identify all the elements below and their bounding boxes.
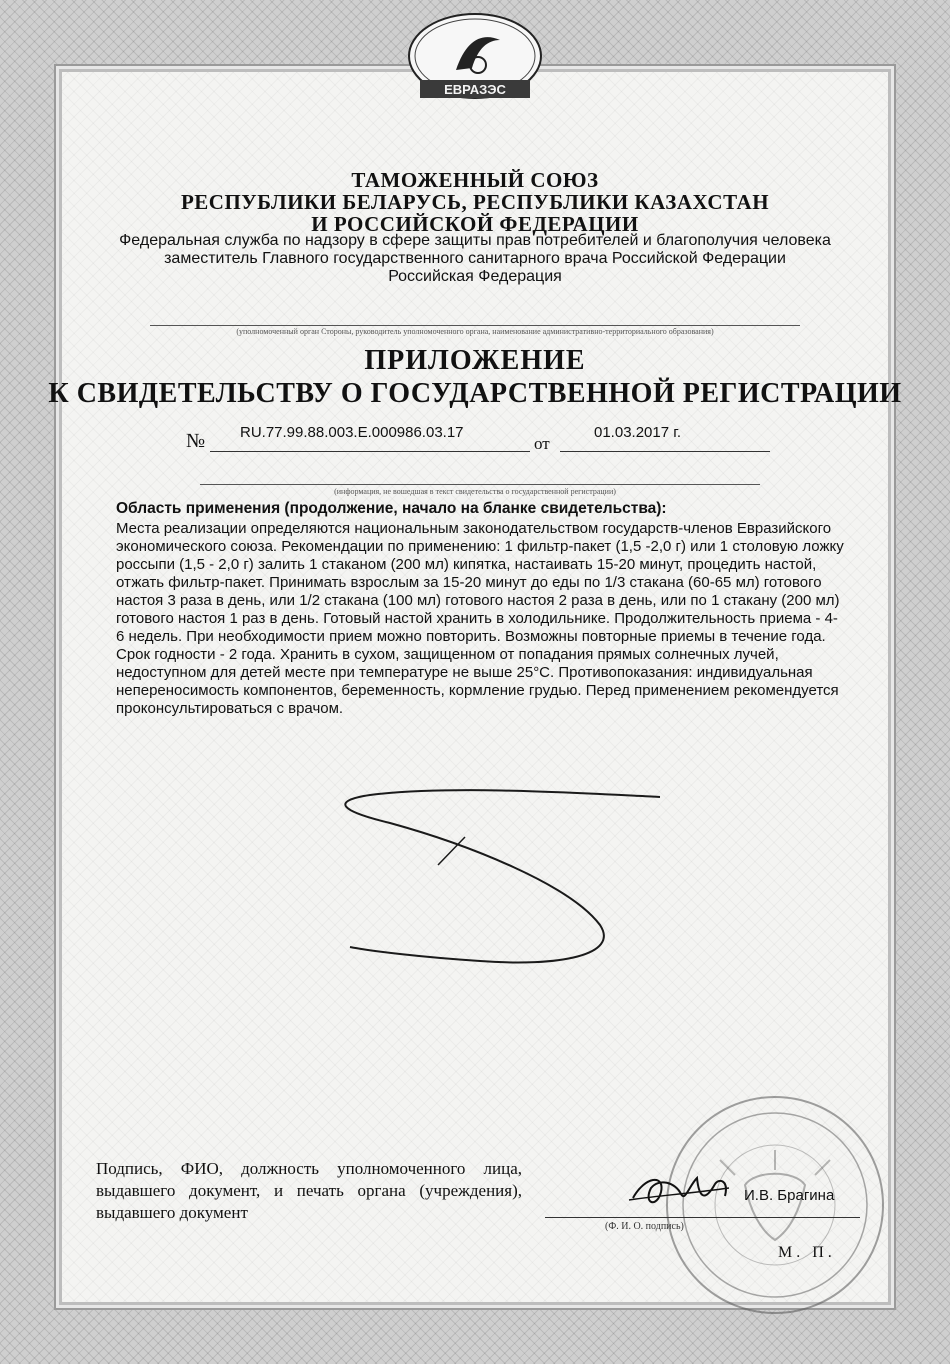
- signer-underline: [545, 1217, 860, 1218]
- date-label: от: [534, 434, 550, 453]
- authority-line2: заместитель Главного государственного санитарного врача Российской Федерации: [164, 250, 786, 267]
- scope-body: Места реализации определяются национальным законодательством государств-членов Евразийского экономического союза. Рекомендации по применению: 1 фильтр-пакет (1,5 -2,0 г) или 1 столовую ложку россыпи (1,5 - 2,0 г) залить 1 стаканом (200 мл) кипятка, настаивать 15-20 минут, процедить настой, отжать фильтр-пакет. Принимать взрослым за 15-20 минут до еды по 1/3 стакана (60-65 мл) готового настоя 3 раза в день, или 1/2 стакана (100 мл) готового настоя 2 раза в день, или по 1 стакану (200 мл) готового настоя 1 раз в день. Готовый настой хранить в холодильнике. Продолжительность приема - 4-6 недель. При необходимости прием можно повторить. Возможны повторные приемы в течение года. Срок годности - 2 года. Хранить в сухом, защищенном от попадания прямых солнечных лучей, недоступном для детей месте при температуре не выше 25°С. Противопоказания: индивидуальная непереносимость компонентов, беременность, кормление грудью. Перед применением рекомендуется проконсультироваться с врачом.: [116, 520, 844, 717]
- number-label: №: [186, 430, 206, 452]
- authority-line1: Федеральная служба по надзору в сфере защиты прав потребителей и благополучия человека: [119, 232, 831, 249]
- document-title-line2: К СВИДЕТЕЛЬСТВУ О ГОСУДАРСТВЕННОЙ РЕГИСТРАЦИИ: [48, 378, 902, 409]
- eurasec-emblem: [404, 10, 546, 108]
- info-caption: (информация, не вошедшая в текст свидетельства о государственной регистрации): [334, 487, 616, 496]
- emblem-text: ЕВРАЗЭС: [444, 82, 506, 97]
- z-scribble-mark: [330, 775, 690, 975]
- stamp-mark: М. П.: [778, 1244, 836, 1261]
- registration-date: 01.03.2017 г.: [594, 424, 682, 441]
- union-title-line2: РЕСПУБЛИКИ БЕЛАРУСЬ, РЕСПУБЛИКИ КАЗАХСТАН: [180, 190, 770, 214]
- signer-caption: (Ф. И. О. подпись): [605, 1221, 684, 1232]
- signer-name: И.В. Брагина: [744, 1187, 835, 1204]
- signature-note: Подпись, ФИО, должность уполномоченного лица, выдавшего документ, и печать органа (учреждения), выдавшего документ: [96, 1159, 522, 1222]
- date-underline: [560, 451, 770, 452]
- authority-underline: [150, 325, 800, 326]
- number-underline: [210, 451, 530, 452]
- registration-row: [0, 424, 950, 454]
- authority-line3: Российская Федерация: [388, 268, 562, 285]
- union-title-line3: И РОССИЙСКОЙ ФЕДЕРАЦИИ: [311, 212, 639, 236]
- registration-number: RU.77.99.88.003.Е.000986.03.17: [240, 424, 464, 441]
- scope-heading: Область применения (продолжение, начало на бланке свидетельства):: [116, 500, 667, 517]
- document-title-line1: ПРИЛОЖЕНИЕ: [364, 345, 586, 376]
- authority-caption: (уполномоченный орган Стороны, руководитель уполномоченного органа, наименование административно-территориального образования): [236, 327, 714, 336]
- info-underline: [200, 484, 760, 485]
- scope-section: [116, 500, 846, 718]
- handwritten-signature: [625, 1168, 735, 1214]
- union-title-line1: ТАМОЖЕННЫЙ СОЮЗ: [351, 168, 599, 192]
